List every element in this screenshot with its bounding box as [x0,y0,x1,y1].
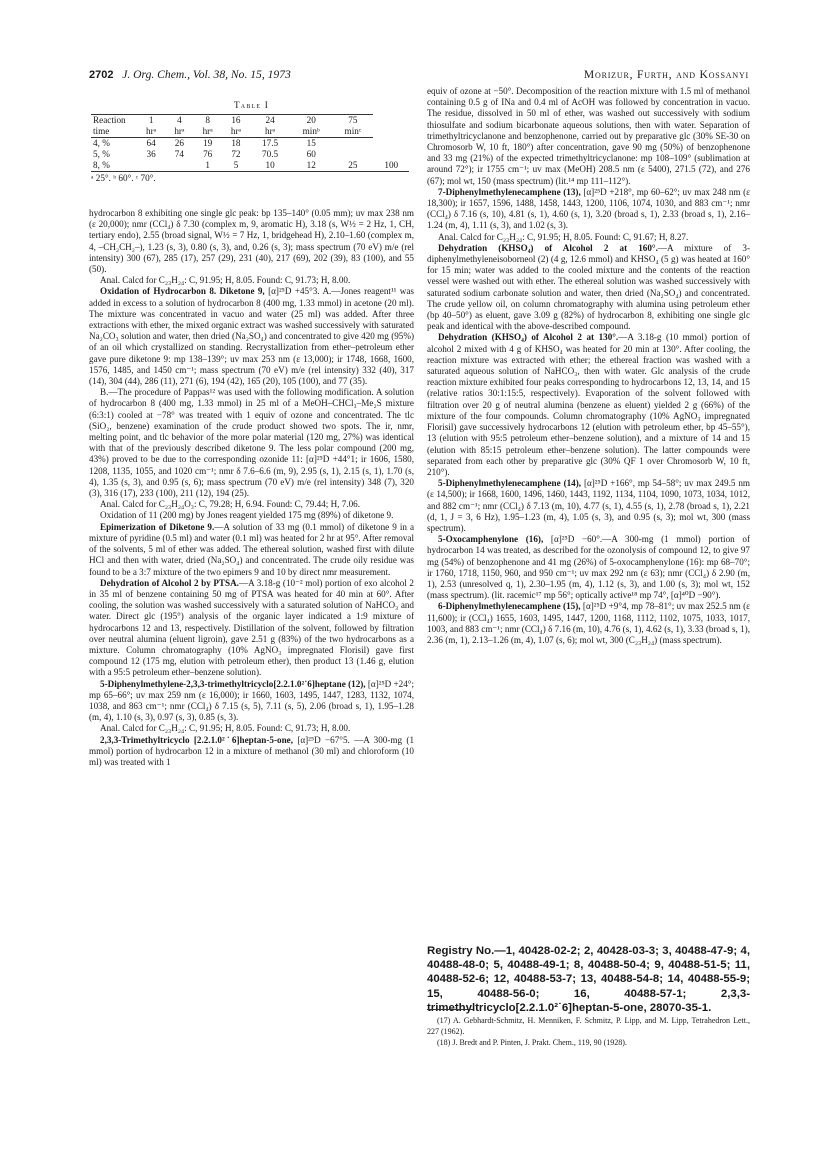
paragraph-title: Dehydration (KHSO₄) of Alcohol 2 at 130°. [438,332,619,343]
paragraph-text: —A mixture of 3-diphenylmethyleneisoborneol (2) (4 g, 12.6 mmol) and KHSO₄ (5 g) was heated at 160° for 15 min; water was added to the cooled mixture and the contents of the reaction vessel were washed out with ether. The ethereal solution was washed successively with saturated sodium carbonate solution and water, then dried (Na₂SO₄) and concentrated. The crude yellow oil, on column chromatography with alumina using petroleum ether (bp 40–50°) as eluent, gave 3.09 g (82%) of hydrocarbon 8, exhibiting one single glc peak and identical with the above-described compound. [427,242,751,332]
paragraph-text: [α]²⁵D +218°, mp 60–62°; uv max 248 nm (ε 18,300); ir 1657, 1596, 1488, 1458, 1443, 1200, 1106, 1074, 1030, and 883 cm⁻¹; nmr (CCl₄) δ 7.16 (s, 10), 4.81 (s, 1), 4.60 (s, 1), 3.20 (broad s, 1), 2.33 (broad s, 1), 2.16–1.24 (m, 4), 1.11 (s, 3), and 1.02 (s, 3). [427,186,750,231]
paragraph-title: Dehydration of Alcohol 2 by PTSA. [100,577,239,588]
col-header: Reaction [91,115,137,127]
paragraph-text: [α]²⁵D −67°5. —A 300-mg (1 mmol) portion of hydrocarbon 12 in a mixture of methanol (30 ml) and chloroform (10 ml) was treated with 1 [89,734,415,767]
paragraph-text: Anal. Calcd for C₂₃H₂₄O₃: C, 79.28; H, 6.94. Found: C, 79.44; H, 7.06. [100,499,360,510]
paragraph-title: Dehydration (KHSO₄) of Alcohol 2 at 160°. [438,242,658,253]
col-subheader: hrᵃ [250,126,290,138]
journal-citation: J. Org. Chem., Vol. 38, No. 15, 1973 [122,68,291,81]
paragraph-title: Oxidation of Hydrocarbon 8. Diketone 9, [100,286,265,297]
paragraph-text: Anal. Calcd for C₂₃H₂₄: C, 91.95; H, 8.05. Found: C, 91.73; H, 8.00. [100,275,351,286]
paragraph [89,723,414,734]
table-cell: 36 [146,149,156,159]
paragraph [427,478,750,534]
paragraph-text: [α]²⁵D +24°; mp 65–66°; uv max 259 nm (ε 16,000); ir 1660, 1603, 1495, 1447, 1283, 1132, 1074, 1038, and 863 cm⁻¹; nmr (CCl₄) δ 7.15 (s, 5), 7.11 (s, 5), 2.06 (broad s, 1), 1.95–1.28 (m, 4), 1.10 (s, 3), 0.97 (s, 3), 0.85 (s, 3). [89,678,414,723]
table-cell: 70.5 [262,149,279,159]
table-cell [137,160,165,172]
paragraph [89,522,414,578]
reference-item: (18) J. Bredt and P. Pinten, J. Prakt. Chem., 119, 90 (1928). [437,1038,627,1047]
table-cell: 5 [222,160,250,172]
paragraph-text: —A solution of 33 mg (0.1 mmol) of diketone 9 in a mixture of pyridine (0.5 ml) and water (0.1 ml) was heated for 2 hr at 95°. After removal of the solvents, 5 ml of ether was added. The ethereal solution, washed first with dilute HCl and then with water, dried (Na₂SO₄) and concentrated. The crude oily residue was found to be a 3:7 mixture of the two epimers 9 and 10 by direct nmr measurement. [89,521,414,577]
paragraph [89,387,414,499]
registry-numbers [427,944,750,1015]
paragraph [89,735,414,769]
table-cell: 15 [306,138,316,148]
table-row [91,160,409,172]
paragraph [427,601,750,646]
registry-label: Registry No. [427,945,495,957]
paragraph-text: —A 3.18-g (10 mmol) portion of alcohol 2 mixed with 4 g of KHSO₄ was heated for 20 min at 130°. After cooling, the reaction mixture was extracted with ether; the ethereal fraction was washed with a saturated aqueous solution of NaHCO₃, then with water. Glc analysis of the crude reaction mixture exhibited four peaks corresponding to hydrocarbons 12, 13, 14, and 15 (relative ratios 30:1:15:5, respectively). Evaporation of the solvent followed with filtration over 20 g of neutral alumina (benzene as eluent) yielded 2 g (66%) of the mixture of the four compounds. Column chromatography (10% AgNO₃ impregnated Florisil) gave successively hydrocarbons 12 (elution with petroleum ether, bp 45–55°), 13 (elution with 95:5 petroleum ether–benzene solution), and a mixture of 14 and 15 (elution with 85:15 petroleum ether–benzene solution). The latter compounds were separated from each other by preparative glc (30% QF 1 over Chromosorb W, 10 ft, 210°). [427,332,750,477]
paragraph-text: [α]²⁵D +9°4, mp 78–81°; uv max 252.5 nm (ε 11,600); ir (CCl₄) 1655, 1603, 1495, 1447, 1200, 1168, 1112, 1102, 1075, 1033, 1017, 1003, and 883 cm⁻¹; nmr (CCl₄) δ 7.16 (m, 10), 4.76 (s, 1), 4.62 (s, 1), 3.33 (broad s, 1), 2.36 (m, 1), 2.13–1.26 (m, 4), 1.07 (s, 6); mol wt, 300 (C₂₃H₂₄) (mass spectrum). [427,601,750,645]
col-header: 4 [165,115,193,127]
data-table [91,114,409,172]
page-number: 2702 [89,69,114,81]
table-cell [332,149,373,160]
col-subheader: minᶜ [332,126,373,138]
registry-text: —1, 40428-02-2; 2, 40428-03-3; 3, 40488-47-9; 4, 40488-48-0; 5, 40488-49-1; 8, 40488-50-4; 9, 40488-51-5; 11, 40488-52-6; 12, 40488-53-7; 13, 40488-54-8; 14, 40488-55-9; 15, 40488-56-0; 16, 40488-57-1; 2,3,3-trimethyltricyclo[2.2.1.0²˙6]heptan-5-one, 28070-35-1. [427,945,751,1014]
paragraph [89,208,414,275]
references [427,1016,750,1050]
paragraph [89,510,414,521]
paragraph-text: Oxidation of 11 (200 mg) by Jones reagent yielded 175 mg (89%) of diketone 9. [100,510,394,521]
col-subheader: time [91,126,137,138]
table-cell: 74 [174,149,184,159]
table-cell: 100 [373,160,409,172]
running-authors: Morizur, Furth, and Kossanyi [583,68,749,81]
table-header-row [91,115,409,127]
table-cell: 76 [203,149,213,159]
paragraph-title: 7-Diphenylmethylenecamphene (13), [438,186,581,197]
table-cell: 4, % [93,138,110,148]
right-column [427,86,750,646]
paragraph-text: [α]²⁵D +166°, mp 54–58°; uv max 249.5 nm (ε 14,500); ir 1668, 1600, 1496, 1460, 1443, 1192, 1134, 1104, 1090, 1073, 1034, 1012, and 882 cm⁻¹; nmr (CCl₄) δ 7.13 (m, 10), 4.77 (s, 1), 4.55 (s, 1), 2.78 (broad s, 1), 2.21 (d, 1, J = 3, 6 Hz), 1.95–1.23 (m, 4), 1.05 (s, 3), and 0.95 (s, 3); mol wt, 300 (mass spectrum). [427,478,750,533]
col-header: 24 [250,115,290,127]
paragraph [89,499,414,510]
paragraph [89,275,414,286]
paragraph-text: hydrocarbon 8 exhibiting one single glc peak: bp 135–140° (0.05 mm); uv max 238 nm (ε 20,000); nmr (CCl₄) δ 7.30 (complex m, 9, aromatic H), 3.18 (s, W½ = 2 Hz, 1, CH, tertiary endo), 2.55 (broad signal, W½ = 7 Hz, 1, bridgehead H), 2.10–1.60 (complex m, 4, –CH₂CH₂–), 1.23 (s, 3), 0.80 (s, 3), and, 0.26 (s, 3); mass spectrum (70 eV) m/e (rel intensity) 300 (67), 285 (17), 257 (29), 231 (40), 217 (69), 202 (39), 83 (100), and 55 (50). [89,208,414,275]
col-header: 75 [332,115,373,127]
col-subheader: hrᵃ [137,126,165,138]
table-cell: 17.5 [262,138,279,148]
col-header: 1 [137,115,165,127]
paragraph [427,534,750,601]
table-subheader-row [91,126,409,138]
paragraph [427,232,750,243]
col-subheader: minᵇ [290,126,332,138]
paragraph [89,286,414,387]
paragraph [427,86,750,187]
paragraph-text: [α]²⁵D +45°3. A.—Jones reagent¹¹ was added in excess to a solution of hydrocarbon 8 (400 mg, 1.33 mmol) in acetone (20 ml). The mixture was concentrated in vacuo and water (25 ml) was added. After three extractions with ether, the mixed organic extract was washed successively with saturated Na₂CO₃ solution and water, then dried (Na₂SO₄) and concentrated to give 420 mg (95%) of an oil which crystallized on standing. Recrystallization from ether–petroleum ether gave pure diketone 9: mp 138–139°; uv max 253 nm (ε 13,000); ir 1748, 1668, 1600, 1576, 1485, and 1450 cm⁻¹; mass spectrum (70 eV) m/e (rel intensity) 332 (40), 317 (14), 304 (44), 286 (11), 271 (6), 194 (42), 165 (20), 105 (100), and 77 (35). [89,286,414,387]
table-cell: 12 [290,160,332,172]
table-cell: 72 [231,149,241,159]
table-cell: 18 [231,138,241,148]
table-cell: 19 [203,138,213,148]
table-cell: 26 [174,138,184,148]
table-cell: 25 [332,160,373,172]
paragraph-title: 5-Diphenylmethylene-2,3,3-trimethyltricyclo[2.2.1.0²˙6]heptane (12), [100,678,366,689]
running-header [89,68,749,82]
col-header: 20 [290,115,332,127]
col-subheader: hrᵃ [194,126,222,138]
paragraph [427,332,750,478]
left-column [89,208,414,768]
table-cell: 1 [194,160,222,172]
table-cell [165,160,193,172]
table-cell: 5, % [93,149,110,159]
table-cell [332,138,373,150]
footnote-rule [427,1009,473,1010]
table-1 [89,100,414,184]
paragraph [427,243,750,333]
col-subheader: hrᵃ [165,126,193,138]
paragraph-text: [α]²⁵D −60°.—A 300-mg (1 mmol) portion of hydrocarbon 14 was treated, as described for the ozonolysis of compound 12, to give 97 mg (54%) of benzophenone and 41 mg (26%) of 5-oxocamphenylone (16): mp 68–70°; ir 1760, 1718, 1150, 960, and 950 cm⁻¹; uv max 292 nm (ε 63); nmr (CCl₄) δ 2.90 (m, 1), 2.53 (unresolved q, 1), 2.30–1.95 (m, 4), 1.12 (s, 3), and 1.00 (s, 3); mol wt, 152 (mass spectrum). (lit. racemic¹⁷ mp 56°; optically active¹⁸ mp 74°, [α]⁴⁰D −90°). [427,534,750,601]
reference-item: (17) A. Gebhardt-Schmitz, H. Menniken, F. Schmitz, P. Lipp, and M. Lipp, Tetrahedron Lett., 227 (1962). [427,1016,750,1036]
table-footnotes: ᵃ 25°. ᵇ 60°. ᶜ 70°. [91,173,156,183]
paragraph-title: 2,3,3-Trimethyltricyclo [2.2.1.0²˙6]heptan-5-one, [100,734,293,745]
paragraph-text: Anal. Calcd for C₂₃H₂₄: C, 91.95; H, 8.05. Found: C, 91.67; H, 8.27. [438,231,689,242]
col-header: 8 [194,115,222,127]
paragraph [89,578,414,679]
paragraph-title: 5-Diphenylmethylenecamphene (14), [438,478,582,489]
paragraph-text: B.—The procedure of Pappas¹² was used with the following modification. A solution of hydrocarbon 8 (400 mg, 1.33 mmol) in 25 ml of a MeOH–CHCl₃–Me₂S mixture (6:3:1) cooled at −78° was treated with 1 equiv of ozone and concentrated. The tlc (SiO₂, benzene) examination of the crude product showed two spots. The ir, nmr, melting point, and tlc behavior of the more polar material (120 mg, 27%) was identical with that of the previously described diketone 9. The less polar compound (200 mg, 43%) proved to be due to the corresponding ozonide 11: [α]²⁵D +44°1; ir 1606, 1580, 1208, 1135, 1055, and 1020 cm⁻¹; nmr δ 7.6–6.6 (m, 9), 2.95 (s, 1), 2.15 (s, 1), 1.70 (s, 4), 1.35 (s, 3), and 0.95 (s, 6); mass spectrum (70 eV) m/e (rel intensity) 348 (7), 320 (3), 316 (17), 233 (100), 211 (12), 194 (25). [89,387,414,499]
table-title: Table I [233,100,270,110]
table-row [91,149,409,160]
table-cell: 8, % [91,160,137,172]
table-cell: 10 [250,160,290,172]
paragraph-text: equiv of ozone at −50°. Decomposition of the reaction mixture with 1.5 ml of methanol containing 0.5 g of INa and 0.4 ml of AcOH was followed by concentration in vacuo. The residue, dissolved in 50 ml of ether, was washed out successively with sodium thiosulfate and sodium bicarbonate aqueous solutions, then with water. Separation of trimethyltricyclanone and benzophenone, carried out by preparative glc (30% SE-30 on Chromosorb W, 10 ft, 180°) after concentration, gave 90 mg (50%) of benzophenone and 33 mg (21%) of the expected trimethyltricyclanone: mp 108–109° (sublimation at around 72°); ir 1755 cm⁻¹; uv max (MeOH) 208.5 nm (ε 5400), 271.5 (72), and 276 (67); mol wt, 150 (mass spectrum) (lit.¹⁴ mp 111–112°). [427,86,750,186]
paragraph [427,187,750,232]
paragraph-text: Anal. Calcd for C₂₃H₂₄: C, 91.95; H, 8.05. Found: C, 91.73; H, 8.00. [100,723,351,734]
col-subheader: hrᵃ [222,126,250,138]
paragraph-title: 6-Diphenylmethylenecamphene (15), [438,601,581,612]
table-cell: 64 [146,138,156,148]
paragraph-title: 5-Oxocamphenylone (16), [438,534,544,545]
paragraph [89,679,414,724]
col-header: 16 [222,115,250,127]
table-row [91,138,409,150]
table-cell: 60 [306,149,316,159]
paragraph-text: —A 3.18-g (10⁻² mol) portion of exo alcohol 2 in 35 ml of benzene containing 50 mg of PTSA was heated for 40 min at 60°. After cooling, the solution was washed successively with a saturated solution of NaHCO₃ and water. Direct glc (195°) analysis of the organic layer indicated a 1:9 mixture of hydrocarbons 12 and 13, respectively. Distillation of the solvent, followed by filtration over neutral alumina (eluent ligroin), gave 2.51 g (83%) of the two hydrocarbons as a mixture. Column chromatography (10% AgNO₃ impregnated Florisil) gave first compound 12 (175 mg, elution with petroleum ether), then product 13 (1.46 g, elution with a 95:5 petroleum ether–benzene solution). [89,577,414,678]
paragraph-title: Epimerization of Diketone 9. [100,521,215,532]
